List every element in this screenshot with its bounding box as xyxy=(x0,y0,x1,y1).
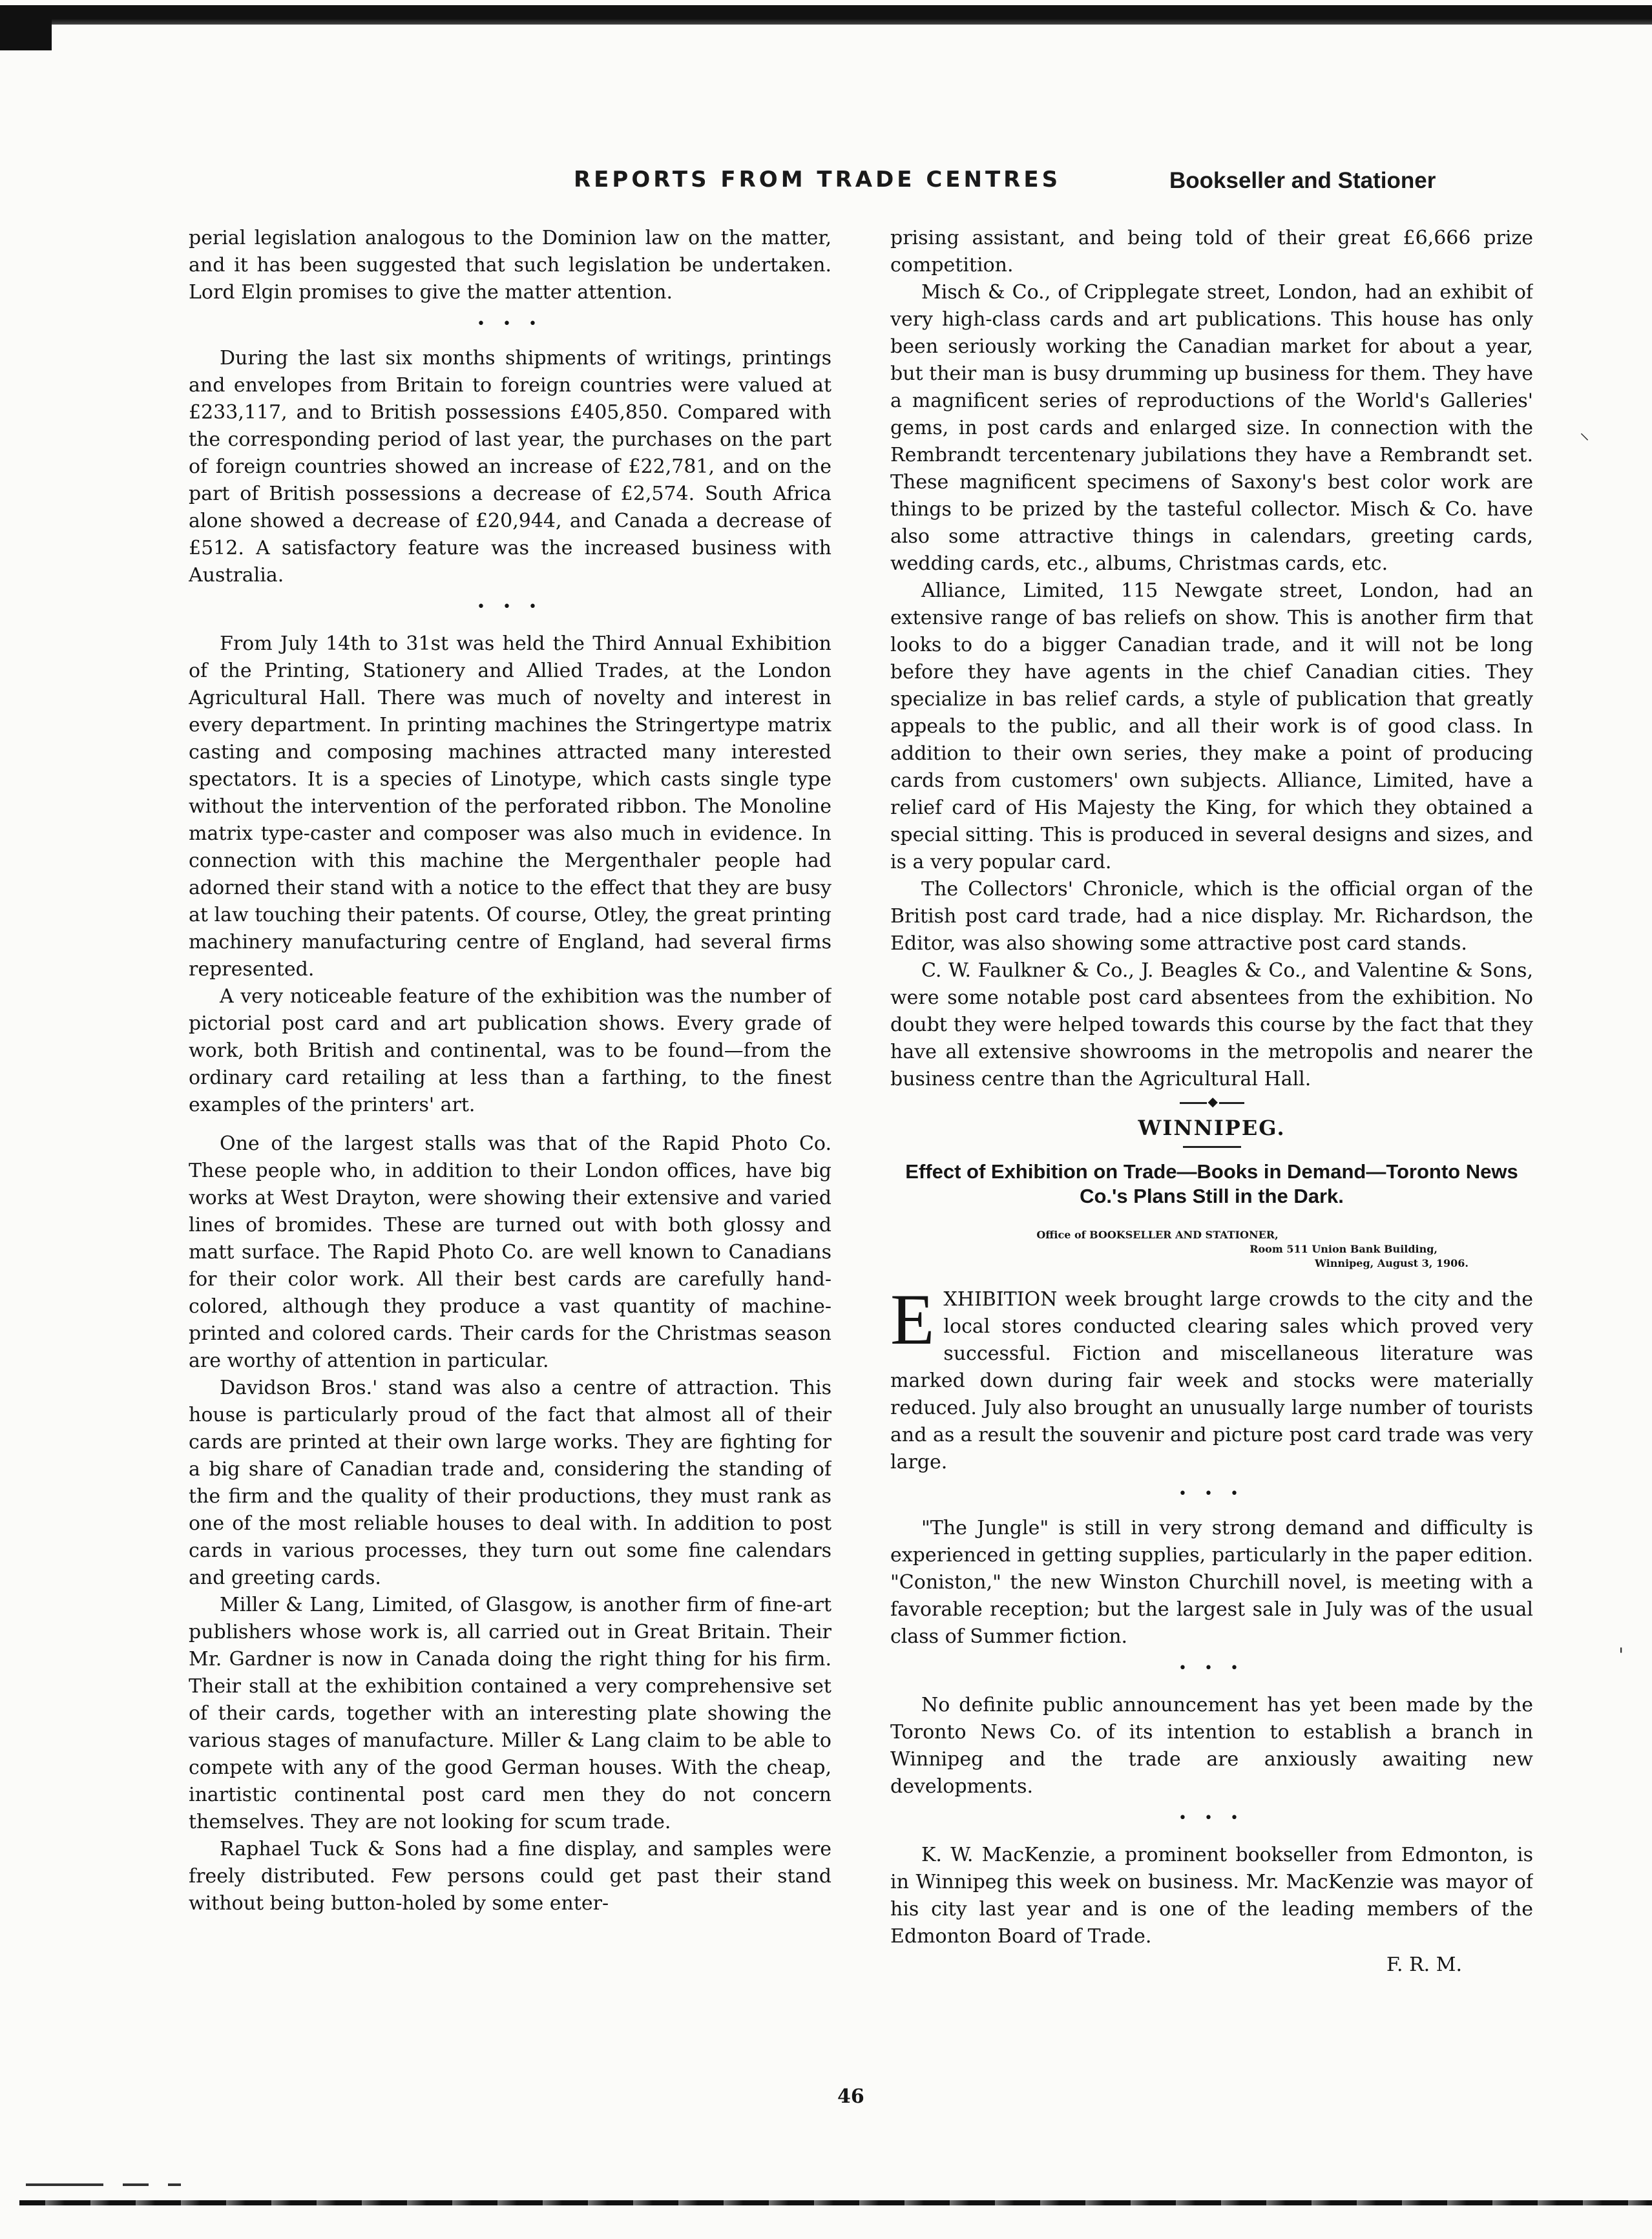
running-header xyxy=(574,167,1478,205)
section-dots: • • • xyxy=(477,316,543,332)
paragraph: Misch & Co., of Cripplegate street, London, had an exhibit of very high-class cards and art publications. This house has only been seriously working the Canadian market for about a year, but their man is busy drumming up business for them. They have a magnificent series of reproductions of the World's Galleries' gems, in post cards and enlarged size. In connection with the Rembrandt tercentenary jubilations they have a Rembrandt set. These magnificent specimens of Saxony's best color work are things to be prized by the tasteful collector. Misch & Co. have also some attractive things in calendars, greeting cards, wedding cards, etc., albums, Christmas cards, etc. xyxy=(890,281,1533,575)
city-heading: WINNIPEG. xyxy=(1138,1116,1286,1140)
paragraph: One of the largest stalls was that of the Rapid Photo Co. These people who, in addition to their London offices, have big works at West Drayton, were showing their extensive and varied lines of bromides. These are turned out with both glossy and matt surface. The Rapid Photo Co. are well known to Canadians for their color work. All their best cards are carefully hand-colored, although they produce a vast quantity of machine-printed and colored cards. Their cards for the Christmas season are worthy of attention in particular. xyxy=(189,1132,831,1372)
right-column xyxy=(890,225,1533,2085)
paragraph: During the last six months shipments of writings, printings and envelopes from Britain to foreign countries were valued at £233,117, and to British possessions £405,850. Compared with the corresponding period of last year, the purchases on the part of foreign countries showed an increase of £22,781, and on the part of British possessions a decrease of £2,574. South Africa alone showed a decrease of £20,944, and Canada a decrease of £512. A satisfactory feature was the increased business with Australia. xyxy=(189,347,831,587)
margin-mark: ⸌ xyxy=(1580,430,1589,452)
left-column xyxy=(189,225,831,2085)
paragraph: prising assistant, and being told of their great £6,666 prize competition. xyxy=(890,227,1533,276)
scan-artifacts xyxy=(13,2177,271,2190)
section-dots: • • • xyxy=(477,599,543,615)
section-dots: • • • xyxy=(1178,1810,1245,1826)
scan-bottom-border xyxy=(19,2200,1652,2205)
office-line: Room 511 Union Bank Building, xyxy=(1249,1243,1438,1255)
paragraph: Davidson Bros.' stand was also a centre of attraction. This house is particularly proud of the fact that almost all of their cards are printed at their own large works. They are fighting for a big share of Canadian trade and, considering the standing of the firm and the quality of their productions, they must rank as one of the most reliable houses to deal with. In addition to post cards in various processes, they turn out some fine calendars and greeting cards. xyxy=(189,1377,831,1589)
author-signature: F. R. M. xyxy=(1386,1953,1462,1976)
paragraph: XHIBITION week brought large crowds to the city and the local stores conducted clearing sales which proved very successful. Fiction and miscellaneous literature was marked down during fair week and stocks were materially reduced. July also brought an unusually large number of tourists and as a result the souvenir and picture post card trade was very large. xyxy=(890,1288,1533,1474)
page-number: 46 xyxy=(837,2085,864,2108)
publication-name: Bookseller and Stationer xyxy=(1169,168,1436,193)
paragraph: "The Jungle" is still in very strong demand and difficulty is experienced in getting supplies, particularly in the paper edition. "Coniston," the new Winston Churchill novel, is meeting with a favorable reception; but the largest sale in July was of the usual class of Summer fiction. xyxy=(890,1517,1533,1648)
scan-top-border xyxy=(0,5,1652,25)
office-line: Winnipeg, August 3, 1906. xyxy=(1314,1257,1469,1269)
section-dots: • • • xyxy=(1178,1660,1245,1676)
article-subheading: Effect of Exhibition on Trade—Books in Demand—Toronto News Co.'s Plans Still in the Dark. xyxy=(905,1160,1518,1207)
margin-mark: ' xyxy=(1618,1644,1624,1667)
paragraph: A very noticeable feature of the exhibition was the number of pictorial post card and art publication shows. Every grade of work, both British and continental, was to be found—from the ordinary card retailing at less than a farthing, to the finest examples of the printers' art. xyxy=(189,985,831,1116)
section-dots: • • • xyxy=(1178,1486,1245,1502)
paragraph: C. W. Faulkner & Co., J. Beagles & Co., and Valentine & Sons, were some notable post card absentees from the exhibition. No doubt they were helped towards this course by the fact that they have all extensive showrooms in the metropolis and nearer the business centre than the Agricultural Hall. xyxy=(890,959,1533,1090)
lead-paragraph xyxy=(890,1280,1533,1476)
paragraph: perial legislation analogous to the Dominion law on the matter, and it has been suggested that such legislation be undertaken. Lord Elgin promises to give the matter attention. xyxy=(189,227,831,304)
office-line: Office of BOOKSELLER AND STATIONER, xyxy=(1036,1229,1279,1241)
drop-cap: E xyxy=(890,1280,935,1360)
paragraph: Alliance, Limited, 115 Newgate street, London, had an extensive range of bas reliefs on show. This is another firm that looks to do a bigger Canadian trade, and it will not be long before they have agents in the chief Canadian cities. They specialize in bas relief cards, a style of publication that greatly appeals to the public, and all their work is of good class. In addition to their own series, they make a point of producing cards from customers' own subjects. Alliance, Limited, have a relief card of His Majesty the King, for which they obtained a special sitting. This is produced in several designs and sizes, and is a very popular card. xyxy=(890,579,1533,873)
paragraph: K. W. MacKenzie, a prominent bookseller from Edmonton, is in Winnipeg this week on business. Mr. MacKenzie was mayor of his city last year and is one of the leading members of the Edmonton Board of Trade. xyxy=(890,1844,1533,1948)
paragraph: The Collectors' Chronicle, which is the official organ of the British post card trade, had a nice display. Mr. Richardson, the Editor, was also showing some attractive post card stands. xyxy=(890,878,1533,955)
paragraph: No definite public announcement has yet been made by the Toronto News Co. of its intention to establish a branch in Winnipeg and the trade are anxiously awaiting new developments. xyxy=(890,1694,1533,1798)
paragraph: From July 14th to 31st was held the Third Annual Exhibition of the Printing, Stationery and Allied Trades, at the London Agricultural Hall. There was much of novelty and interest in every department. In printing machines the Stringertype matrix casting and composing machines attracted many interested spectators. It is a species of Linotype, which casts single type without the intervention of the perforated ribbon. The Monoline matrix type-caster and composer was also much in evidence. In connection with this machine the Mergenthaler people had adorned their stand with a notice to the effect that they are busy at law touching their patents. Of course, Otley, the great printing machinery manufacturing centre of England, had several firms represented. xyxy=(189,632,831,981)
paragraph: Miller & Lang, Limited, of Glasgow, is another firm of fine-art publishers whose work is, all carried out in Great Britain. Their Mr. Gardner is now in Canada doing the right thing for his firm. Their stall at the exhibition contained a very comprehensive set of their cards, together with an interesting plate showing the various stages of manufacture. Miller & Lang claim to be able to compete with any of the good German houses. With the cheap, inartistic continental post card men they do not concern themselves. They are not looking for scum trade. xyxy=(189,1594,831,1833)
divider xyxy=(1183,1146,1241,1148)
paragraph: Raphael Tuck & Sons had a fine display, and samples were freely distributed. Few persons could get past their stand without being button-holed by some enter- xyxy=(189,1838,831,1915)
section-title: REPORTS FROM TRADE CENTRES xyxy=(574,167,1061,193)
ornament-rule: ◆ xyxy=(1180,1102,1244,1105)
office-dateline xyxy=(890,1228,1533,1271)
